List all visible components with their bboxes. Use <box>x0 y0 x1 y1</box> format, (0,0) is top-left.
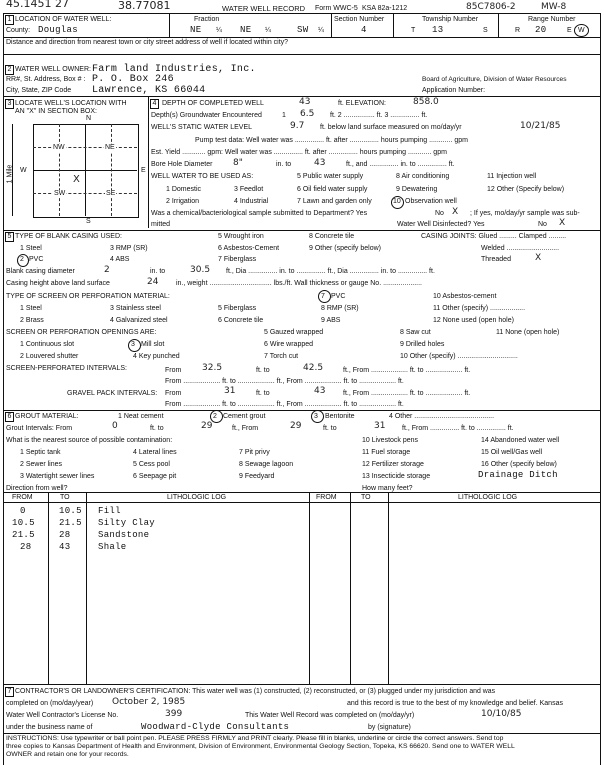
screen-option: 9 ABS <box>321 317 341 324</box>
grout-option-selected: Bentonite <box>325 413 355 420</box>
west-label: W <box>20 167 27 174</box>
instructions-line-1: INSTRUCTIONS: Use typewriter or ball point pen. PLEASE PRESS FIRMLY and PRINT clearly. Please fill in blanks, underline or circle the correct answers. Send top <box>6 735 504 742</box>
grout-from-2: 29 <box>290 421 302 431</box>
casing-joints-label: CASING JOINTS: Glued ......... Clamped ......... <box>421 233 567 240</box>
divider <box>169 13 170 37</box>
use-option: 4 Industrial <box>234 198 269 205</box>
section-box-quarter-line <box>33 193 137 194</box>
section-1-number: 1 <box>5 15 14 25</box>
divider <box>3 230 600 231</box>
log-col-divider <box>309 492 310 684</box>
ft-to-label: ft. to <box>150 425 164 432</box>
handwritten-coordinate-a: 45.1451 27 <box>6 0 69 10</box>
divider <box>3 733 600 734</box>
static-level-label: WELL'S STATIC WATER LEVEL <box>151 124 253 131</box>
casing-option: 3 RMP (SR) <box>110 245 148 252</box>
casing-option: 6 Asbestos-Cement <box>218 245 280 252</box>
threaded-label: Threaded <box>481 256 511 263</box>
distance-label: Distance and direction from nearest town or city street address of well if located within city? <box>6 39 289 46</box>
bore-rest: ft., and ............... in. to ............... ft. <box>346 161 455 168</box>
license-value: 399 <box>165 709 183 719</box>
quarter-symbol: ¼ <box>265 27 271 34</box>
section-box-quarter-line <box>59 124 60 216</box>
business-label: under the business name of <box>6 724 93 731</box>
section-number-label: Section Number <box>334 16 385 23</box>
log-header-to: TO <box>60 494 70 501</box>
contamination-option: 15 Oil well/Gas well <box>481 449 543 456</box>
section-value: 4 <box>361 25 367 35</box>
casing-depth-value: 30.5 <box>190 265 211 275</box>
screen-option: 7 <box>321 293 325 300</box>
use-option: 2 Irrigation <box>166 198 200 205</box>
quarter-symbol: ¼ <box>216 27 222 34</box>
perforated-rest: ft., From ................... ft. to ................... ft. <box>343 367 471 374</box>
south-label: S <box>86 218 91 225</box>
range-label: Range Number <box>528 16 576 23</box>
log-col-divider <box>388 492 389 684</box>
instructions-line-3: OWNER and retain one for your records. <box>6 751 129 758</box>
divider <box>498 13 499 37</box>
depth-label: DEPTH OF COMPLETED WELL <box>162 100 264 107</box>
section-7-number: 7 <box>5 687 14 697</box>
chem-no-label: No <box>435 210 444 217</box>
owner-value: Farm land Industries, Inc. <box>92 64 256 75</box>
perforated-to-value: 42.5 <box>303 363 324 373</box>
grout-option: 3 <box>314 413 318 420</box>
log-table-bottom <box>3 684 600 685</box>
range-w-label: W <box>578 27 585 34</box>
fraction-label: Fraction <box>194 16 220 23</box>
casing-option: 8 Concrete tile <box>309 233 355 240</box>
groundwater-index: 1 <box>282 112 286 119</box>
use-option: 12 Other (Specify below) <box>487 186 565 193</box>
chem-no-x: X <box>452 207 459 217</box>
disinfected-no-label: No <box>538 221 547 228</box>
grout-intervals-label: Grout Intervals: From <box>6 425 73 432</box>
screen-option: 11 Other (specify) .................. <box>433 305 526 312</box>
elevation-label: ft. ELEVATION: <box>338 100 386 107</box>
contamination-option: 1 Septic tank <box>20 449 61 456</box>
use-option: 9 Dewatering <box>396 186 438 193</box>
disinfected-no-x: X <box>559 218 566 228</box>
opening-option: 6 Wire wrapped <box>264 341 314 348</box>
log-header-lithologic-2: LITHOLOGIC LOG <box>458 494 518 501</box>
from-label: From <box>165 367 182 374</box>
groundwater-label: Depth(s) Groundwater Encountered <box>151 112 262 119</box>
opening-option: 1 Continuous slot <box>20 341 75 348</box>
log-col-divider <box>86 492 87 684</box>
log-row-desc: Silty Clay <box>98 518 156 528</box>
frame-top <box>3 13 600 14</box>
log-row-desc: Fill <box>98 506 121 516</box>
casing-label: TYPE OF BLANK CASING USED: <box>15 233 122 240</box>
contamination-option: 6 Seepage pit <box>133 473 177 480</box>
contamination-option: 2 Sewer lines <box>20 461 63 468</box>
log-col-divider <box>350 492 351 684</box>
use-option: 3 Feedlot <box>234 186 264 193</box>
opening-option: 10 Other (specify) ............................... <box>400 353 518 360</box>
perforated-from-value: 32.5 <box>202 363 223 373</box>
opening-option: 4 Key punched <box>133 353 180 360</box>
use-option: 6 Oil field water supply <box>297 186 368 193</box>
contamination-option: 7 Pit privy <box>239 449 270 456</box>
log-row-desc: Shale <box>98 542 127 552</box>
log-header-from-2: FROM <box>316 494 337 501</box>
business-value: Woodward-Clyde Consultants <box>141 722 290 732</box>
section-6-number: 6 <box>5 412 14 422</box>
form-number: Form WWC-5 <box>315 5 358 12</box>
township-value: 13 <box>432 25 444 35</box>
screen-option: 8 RMP (SR) <box>321 305 359 312</box>
address-value: P. O. Box 246 <box>92 74 174 85</box>
contamination-option: 5 Cess pool <box>133 461 170 468</box>
casing-option: 9 Other (specify below) <box>309 245 381 252</box>
log-row-from: 28 <box>20 542 32 552</box>
pump-test-line: Pump test data: Well water was ............... ft. after ............... hours pumping ............ gpm <box>195 137 468 144</box>
contamination-option: 10 Livestock pens <box>362 437 419 444</box>
gravel-rest: ft., From ................... ft. to ................... ft. <box>343 390 471 397</box>
screen-option: 2 Brass <box>20 317 44 324</box>
screen-option: 1 Steel <box>20 305 42 312</box>
locate-label-2: AN "X" IN SECTION BOX: <box>15 108 97 115</box>
ft-to-label: ft. to <box>323 425 337 432</box>
signature-label: by (signature) <box>368 724 411 731</box>
threaded-x: X <box>535 253 542 263</box>
gravel-to-value: 43 <box>314 386 326 396</box>
grout-option: 1 Neat cement <box>118 413 164 420</box>
casing-height-rest: in., weight ................................ lbs./ft. Wall thickness or gauge No. .................... <box>176 280 422 287</box>
ne-label: NE <box>105 144 115 151</box>
groundwater-rest: ft. 2 ................ ft. 3 ............... ft. <box>330 112 428 119</box>
log-row-to: 43 <box>59 542 71 552</box>
east-label: E <box>141 167 146 174</box>
county-label: County: <box>6 27 31 34</box>
direction-label: Direction from well? <box>6 485 68 492</box>
log-col-divider <box>48 492 49 684</box>
screen-option: 5 Fiberglass <box>218 305 257 312</box>
chem-sample-label: Was a chemical/bacteriological sample submitted to Department? Yes <box>151 210 368 217</box>
record-completed-label: This Water Well Record was completed on (mo/day/yr) <box>245 712 415 719</box>
bore-diameter-label: Bore Hole Diameter <box>151 161 213 168</box>
handwritten-coordinate-b: 38.77081 <box>118 0 171 12</box>
log-table-header-line <box>3 502 600 503</box>
grout-from-1: 0 <box>112 421 118 431</box>
grout-to-1: 29 <box>201 421 213 431</box>
ksa-reference: KSA 82a-1212 <box>362 5 408 12</box>
log-row-to: 28 <box>59 530 71 540</box>
grout-option: 4 Other ......................................... <box>389 413 495 420</box>
bore-diameter-value: 8" <box>233 158 243 168</box>
screen-material-label: TYPE OF SCREEN OR PERFORATION MATERIAL: <box>6 293 170 300</box>
opening-option: 9 Drilled holes <box>400 341 445 348</box>
application-number-label: Application Number: <box>422 87 486 94</box>
completed-label: completed on (mo/day/year) <box>6 700 94 707</box>
casing-option: 4 ABS <box>110 256 130 263</box>
static-level-date: 10/21/85 <box>520 121 561 131</box>
section-4-number: 4 <box>150 99 159 109</box>
section-3-number: 3 <box>5 99 14 109</box>
section-box-quarter-line <box>111 124 112 216</box>
contamination-option: 12 Fertilizer storage <box>362 461 424 468</box>
ft-to-label: ft. to <box>256 390 270 397</box>
use-label: WELL WATER TO BE USED AS: <box>151 173 254 180</box>
static-level-rest: ft. below land surface measured on mo/day/yr <box>320 124 462 131</box>
screen-option: 10 Asbestos-cement <box>433 293 497 300</box>
screen-option-selected: PVC <box>331 293 346 300</box>
use-option: 10 <box>393 198 401 205</box>
opening-option: 8 Saw cut <box>400 329 431 336</box>
casing-diameter-rest: ft., Dia ............... in. to ............... ft., Dia ............... in. to ............... ft. <box>226 268 435 275</box>
grout-option: 2 <box>213 413 217 420</box>
log-row-to: 10.5 <box>59 506 82 516</box>
contamination-option: 13 Insecticide storage <box>362 473 431 480</box>
screen-option: 3 Stainless steel <box>110 305 161 312</box>
se-label: SE <box>106 190 116 197</box>
well-id: MW-8 <box>541 2 567 12</box>
casing-option: 1 Steel <box>20 245 42 252</box>
range-value: 20 <box>535 25 547 35</box>
screen-option: 12 None used (open hole) <box>433 317 514 324</box>
casing-height-label: Casing height above land surface <box>6 280 110 287</box>
from-label: From <box>165 390 182 397</box>
instructions-line-2: three copies to Kansas Department of Health and Environment, Division of Environment, Environmental Geology Section, Topeka, KS 66620. Send one to WATER WELL <box>6 743 515 750</box>
other-contamination-source: Drainage Ditch <box>478 470 558 480</box>
contamination-option: 11 Fuel storage <box>362 449 411 456</box>
contamination-option: 9 Feedyard <box>239 473 275 480</box>
section-box-divider <box>33 170 137 171</box>
contamination-label: What is the nearest source of possible contamination: <box>6 437 173 444</box>
contamination-option: 14 Abandoned water well <box>481 437 560 444</box>
grout-to-2: 31 <box>374 421 386 431</box>
use-option: 1 Domestic <box>166 186 202 193</box>
opening-option: 3 <box>131 341 135 348</box>
depth-value: 43 <box>299 97 311 107</box>
section-box <box>33 124 139 218</box>
log-header-to-2: TO <box>361 494 371 501</box>
log-header-from: FROM <box>12 494 33 501</box>
gravel-from-value: 31 <box>224 386 236 396</box>
owner-label: WATER WELL OWNER: <box>15 66 91 73</box>
completed-date: October 2, 1985 <box>112 697 186 707</box>
use-option: 8 Air conditioning <box>396 173 450 180</box>
form-title: WATER WELL RECORD <box>222 4 306 13</box>
perforated-row-2: From ................... ft. to ................... ft., From ................... ft. to ................... ft. <box>165 378 404 385</box>
groundwater-value: 6.5 <box>300 109 315 119</box>
location-label: LOCATION OF WATER WELL: <box>15 16 112 23</box>
casing-option: 5 Wrought iron <box>218 233 264 240</box>
opening-option: 5 Gauzed wrapped <box>264 329 324 336</box>
township-s-label: S <box>483 27 488 34</box>
township-t-label: T <box>411 27 416 34</box>
divider <box>148 96 149 228</box>
contamination-option: 8 Sewage lagoon <box>239 461 294 468</box>
use-option: 5 Public water supply <box>297 173 364 180</box>
divider <box>3 37 600 38</box>
est-yield-line: Est. Yield ............ gpm: Well water was ............... ft. after ............... hours pumping ............ gpm <box>151 149 447 156</box>
completed-rest: and this record is true to the best of my knowledge and belief. Kansas <box>347 700 563 707</box>
certification-line: CONTRACTOR'S OR LANDOWNER'S CERTIFICATION: This water well was (1) constructed, (2) reconstructed, or (3) plugged under my jurisdiction and was <box>15 688 496 695</box>
section-5-number: 5 <box>5 232 14 242</box>
fraction-1: NE <box>190 25 202 35</box>
mile-label: 1 Mile <box>6 164 14 184</box>
nw-label: NW <box>53 144 65 151</box>
city-label: City, State, ZIP Code <box>6 87 72 94</box>
perforated-intervals-label: SCREEN-PERFORATED INTERVALS: <box>6 365 127 372</box>
casing-option: 2 <box>20 256 24 263</box>
locate-label: LOCATE WELL'S LOCATION WITH <box>15 100 127 107</box>
how-many-feet-label: How many feet? <box>362 485 413 492</box>
frame-left <box>3 13 4 765</box>
openings-label: SCREEN OR PERFORATION OPENINGS ARE: <box>6 329 157 336</box>
frame-right <box>600 13 601 765</box>
log-row-from: 21.5 <box>12 530 35 540</box>
casing-option: 7 Fiberglass <box>218 256 257 263</box>
township-label: Township Number <box>422 16 479 23</box>
quarter-symbol: ¼ <box>318 27 324 34</box>
range-r-label: R <box>515 27 521 34</box>
log-row-from: 10.5 <box>12 518 35 528</box>
log-table-top <box>3 492 600 493</box>
log-row-from: 0 <box>20 506 26 516</box>
county-value: Douglas <box>38 25 78 35</box>
grout-rest: ft., From ............... ft. to ............... ft. <box>402 425 514 432</box>
opening-option: 7 Torch cut <box>264 353 299 360</box>
opening-option: 2 Louvered shutter <box>20 353 79 360</box>
casing-option-selected: PVC <box>29 256 44 263</box>
range-e-label: E <box>567 27 572 34</box>
gravel-pack-label: GRAVEL PACK INTERVALS: <box>67 390 158 397</box>
divider <box>331 13 332 37</box>
casing-diameter-value: 2 <box>104 265 110 275</box>
screen-option: 4 Galvanized steel <box>110 317 168 324</box>
use-option: 11 Injection well <box>487 173 537 180</box>
chem-sample-rest: ; If yes, mo/day/yr sample was sub- <box>470 210 580 217</box>
elevation-value: 858.0 <box>413 97 439 107</box>
screen-option: 6 Concrete tile <box>218 317 264 324</box>
casing-in-to: in. to <box>150 268 166 275</box>
grout-ft-from: ft., From <box>232 425 259 432</box>
well-location-x: X <box>73 174 80 185</box>
bore-in-to: in. to <box>276 161 292 168</box>
opening-option-selected: Mill slot <box>141 341 165 348</box>
fraction-3: SW <box>297 25 309 35</box>
use-option: 7 Lawn and garden only <box>297 198 372 205</box>
north-label: N <box>86 115 92 122</box>
chem-submitted-label: mitted <box>151 221 171 228</box>
disinfected-label: Water Well Disinfected? Yes <box>397 221 485 228</box>
license-label: Water Well Contractor's License No. <box>6 712 119 719</box>
casing-diameter-label: Blank casing diameter <box>6 268 75 275</box>
sw-label: SW <box>54 190 66 197</box>
casing-height-value: 24 <box>147 277 159 287</box>
city-value: Lawrence, KS 66044 <box>92 85 206 96</box>
section-box-quarter-line <box>33 147 137 148</box>
welded-label: Welded ........................... <box>481 245 560 252</box>
log-row-desc: Sandstone <box>98 530 150 540</box>
board-label: Board of Agriculture, Division of Water Resources <box>422 76 567 83</box>
divider <box>3 410 600 411</box>
fraction-2: NE <box>240 25 252 35</box>
divider <box>393 13 394 37</box>
grout-label: GROUT MATERIAL: <box>15 413 79 420</box>
section-2-number: 2 <box>5 65 14 75</box>
use-option-selected: Observation well <box>405 198 457 205</box>
static-level-value: 9.7 <box>290 121 305 131</box>
address-label: RR#, St. Address, Box # : <box>6 76 86 83</box>
contamination-option: 16 Other (specify below) <box>481 461 557 468</box>
record-id: 85C7806-2 <box>466 2 516 12</box>
contamination-option: 4 Lateral lines <box>133 449 177 456</box>
ft-to-label: ft. to <box>256 367 270 374</box>
grout-option-selected: Cement grout <box>223 413 266 420</box>
divider <box>3 54 600 55</box>
log-row-to: 21.5 <box>59 518 82 528</box>
log-header-lithologic: LITHOLOGIC LOG <box>167 494 227 501</box>
bore-depth-value: 43 <box>314 158 326 168</box>
opening-option: 11 None (open hole) <box>496 329 560 336</box>
contamination-option: 3 Watertight sewer lines <box>20 473 95 480</box>
gravel-row-2: From ................... ft. to ................... ft., From ................... ft. to ................... ft. <box>165 401 404 408</box>
record-completed-date: 10/10/85 <box>481 709 522 719</box>
